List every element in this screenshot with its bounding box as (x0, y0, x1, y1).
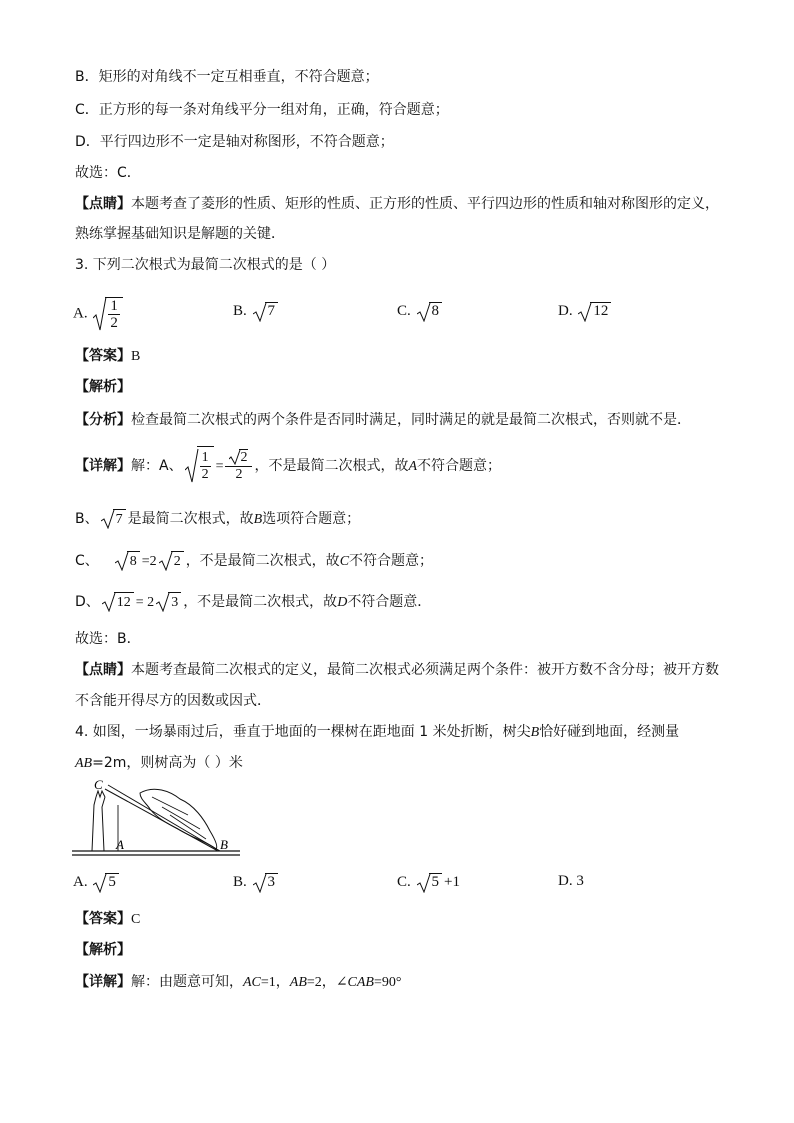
q3-fenxi-text: 检查最简二次根式的两个条件是否同时满足，同时满足的就是最简二次根式，否则就不是． (131, 412, 691, 428)
q3-detail-d-mid: ，不是最简二次根式，故 (183, 594, 338, 610)
q3-detail-d-value: 12 (114, 592, 134, 613)
q4-detail-ac: AC (243, 975, 261, 990)
q2-option-b-explanation: B．矩形的对角线不一定互相垂直，不符合题意； (75, 69, 379, 85)
q4-option-c-label: C. (397, 874, 411, 890)
q4-detail-ab: AB (289, 975, 307, 990)
q3-answer-line (75, 346, 140, 367)
q3-option-d (558, 302, 613, 320)
q4-stem-text2: =2m，则树高为（ ）米 (92, 755, 243, 771)
figure-label-a: A (116, 837, 124, 852)
figure-label-b: B (220, 837, 228, 852)
q3-detail-d-value2: 3 (168, 592, 181, 613)
q3-detail-b-end: 选项符合题意； (262, 511, 361, 527)
q3-option-d-radical (578, 302, 611, 320)
q4-option-c-radical (417, 873, 443, 891)
q3-detail-d-letter: D (337, 595, 348, 610)
q3-detail-a-num: 1 (201, 450, 209, 465)
q3-detail-b-letter: B (253, 512, 263, 527)
q3-detail-d-end: 不符合题意． (347, 594, 432, 610)
q4-option-a (73, 873, 121, 891)
q3-option-a-label: A. (73, 305, 88, 322)
q2-comment-line1 (75, 194, 719, 214)
q2-comment-text1: 本题考查了菱形的性质、矩形的性质、正方形的性质、平行四边形的性质和轴对称图形的定义， (131, 196, 719, 212)
q3-detail-a-end: 不符合题意； (417, 458, 502, 474)
q3-option-c (397, 302, 444, 320)
q3-detail-c-end: 不符合题意； (349, 553, 434, 569)
q3-option-d-value: 12 (590, 302, 611, 320)
q3-detail-c (75, 551, 433, 572)
q4-detail-tag: 【详解】 (75, 974, 131, 990)
q4-option-b-value: 3 (265, 873, 279, 891)
q3-detail-c-prefix: C、 (75, 553, 99, 569)
q2-comment-tag: 【点睛】 (75, 196, 131, 212)
q3-comment-line1 (75, 660, 719, 680)
q3-detail-a-num2: 2 (240, 450, 248, 465)
q4-answer-tag: 【答案】 (75, 911, 131, 927)
q4-detail-angle: ∠CAB (335, 975, 374, 990)
q3-detail-b-value: 7 (113, 509, 126, 530)
q4-answer-line (75, 909, 140, 930)
q4-option-a-radical (93, 873, 119, 891)
q3-detail-c-radical (115, 551, 140, 572)
q3-detail-a-eq: = (215, 459, 224, 474)
q4-option-b-radical (253, 873, 279, 891)
q3-choose: 故选：B． (75, 631, 141, 647)
q2-option-c-explanation: C．正方形的每一条对角线平分一组对角，正确，符合题意； (75, 102, 449, 118)
radical-sign-icon (417, 873, 431, 893)
broken-tree-figure (70, 775, 245, 865)
radical-sign-icon (101, 509, 115, 529)
q3-detail-a-radical2 (229, 449, 248, 466)
radical-sign-icon (115, 551, 129, 571)
q4-option-b-label: B. (233, 874, 247, 890)
q3-detail-b-prefix: B、 (75, 511, 99, 527)
q4-option-a-label: A. (73, 874, 88, 890)
radical-sign-icon (253, 873, 267, 893)
q3-option-b (233, 302, 280, 320)
q3-comment-tag: 【点睛】 (75, 662, 131, 678)
radical-sign-icon (93, 296, 107, 332)
q3-option-a-num: 1 (110, 298, 118, 314)
q4-option-c-plus: +1 (444, 874, 460, 890)
q3-comment-text1: 本题考查最简二次根式的定义，最简二次根式必须满足两个条件：被开方数不含分母；被开方数 (131, 662, 719, 678)
q3-detail-c-value2: 2 (171, 551, 184, 572)
radical-sign-icon (185, 448, 199, 484)
q4-detail-line (75, 972, 401, 993)
q3-detail-b-mid: 是最简二次根式，故 (127, 511, 254, 527)
radical-sign-icon (417, 302, 431, 322)
q4-stem-point-b: B (530, 725, 540, 740)
q3-option-c-value: 8 (429, 302, 443, 320)
q3-option-b-label: B. (233, 303, 247, 319)
q4-option-d: D. 3 (558, 873, 584, 889)
q3-detail-a-den: 2 (201, 467, 209, 482)
q4-stem-line1 (75, 722, 679, 743)
q4-answer: C (131, 912, 141, 927)
q3-comment-line2: 不含能开得尽方的因数或因式． (75, 693, 271, 709)
q2-option-d-explanation: D．平行四边形不一定是轴对称图形，不符合题意； (75, 134, 394, 150)
figure-label-c: C (94, 777, 103, 792)
radical-sign-icon (229, 449, 241, 465)
q3-answer: B (131, 349, 141, 364)
radical-sign-icon (93, 873, 107, 893)
tree-foliage (140, 789, 217, 849)
radical-sign-icon (156, 592, 170, 612)
q3-fenxi-line (75, 410, 691, 430)
q4-option-b (233, 873, 280, 891)
q3-option-b-value: 7 (265, 302, 279, 320)
q3-fenxi-tag: 【分析】 (75, 412, 131, 428)
q4-option-c-value: 5 (429, 873, 443, 891)
q3-detail-b (75, 509, 360, 530)
q3-detail-a-frac2 (225, 449, 252, 483)
q3-detail-c-value: 8 (127, 551, 140, 572)
q3-option-c-label: C. (397, 303, 411, 319)
q3-detail-c-radical2 (159, 551, 184, 572)
q3-detail-c-mid: ，不是最简二次根式，故 (185, 553, 340, 569)
q3-detail-b-radical (101, 509, 126, 530)
radical-sign-icon (578, 302, 592, 322)
q4-stem-text1: 4. 如图，一场暴雨过后，垂直于地面的一棵树在距地面 1 米处折断，树尖 (75, 724, 531, 740)
q3-stem: 3. 下列二次根式为最简二次根式的是（ ） (75, 257, 336, 273)
q4-detail-prefix: 解：由题意可知， (131, 974, 243, 990)
q3-option-a-den: 2 (110, 315, 118, 331)
q3-option-d-label: D. (558, 303, 573, 319)
q3-detail-a (75, 446, 501, 486)
q3-analysis-tag: 【解析】 (75, 379, 131, 395)
q4-detail-ab-value: =2， (306, 975, 336, 990)
q3-option-a (73, 296, 125, 332)
q3-option-c-radical (417, 302, 443, 320)
tree-trunk (92, 797, 105, 851)
radical-sign-icon (159, 551, 173, 571)
radical-sign-icon (253, 302, 267, 322)
q3-option-b-radical (253, 302, 279, 320)
q3-detail-d-radical (102, 592, 134, 613)
q3-detail-a-radical (185, 448, 214, 484)
q4-option-a-value: 5 (105, 873, 119, 891)
q3-detail-a-den2: 2 (235, 467, 243, 482)
q3-detail-a-letter: A (408, 459, 418, 474)
q3-detail-c-eq: =2 (141, 554, 157, 569)
q3-detail-d (75, 592, 431, 613)
q4-stem-line2 (75, 753, 243, 774)
q4-detail-angle-value: =90° (373, 975, 402, 990)
q3-answer-tag: 【答案】 (75, 348, 131, 364)
q4-stem-text1-end: 恰好碰到地面，经测量 (539, 724, 680, 740)
q2-comment-line2: 熟练掌握基础知识是解题的关键． (75, 226, 285, 242)
q3-detail-a-suffix: ，不是最简二次根式，故 (254, 458, 409, 474)
q3-detail-d-eq: = 2 (135, 595, 155, 610)
q3-detail-tag: 【详解】 (75, 458, 131, 474)
q4-stem-ab: AB (75, 756, 93, 771)
q4-analysis-tag: 【解析】 (75, 942, 131, 958)
q4-detail-ac-value: =1， (260, 975, 290, 990)
q3-detail-a-prefix: 解：A、 (131, 458, 183, 474)
q4-option-c (397, 873, 460, 891)
q3-detail-c-letter: C (339, 554, 350, 569)
q3-detail-d-radical2 (156, 592, 181, 613)
radical-sign-icon (102, 592, 116, 612)
q2-choose: 故选：C． (75, 165, 141, 181)
q3-detail-d-prefix: D、 (75, 594, 100, 610)
q3-option-a-radical (93, 296, 123, 332)
